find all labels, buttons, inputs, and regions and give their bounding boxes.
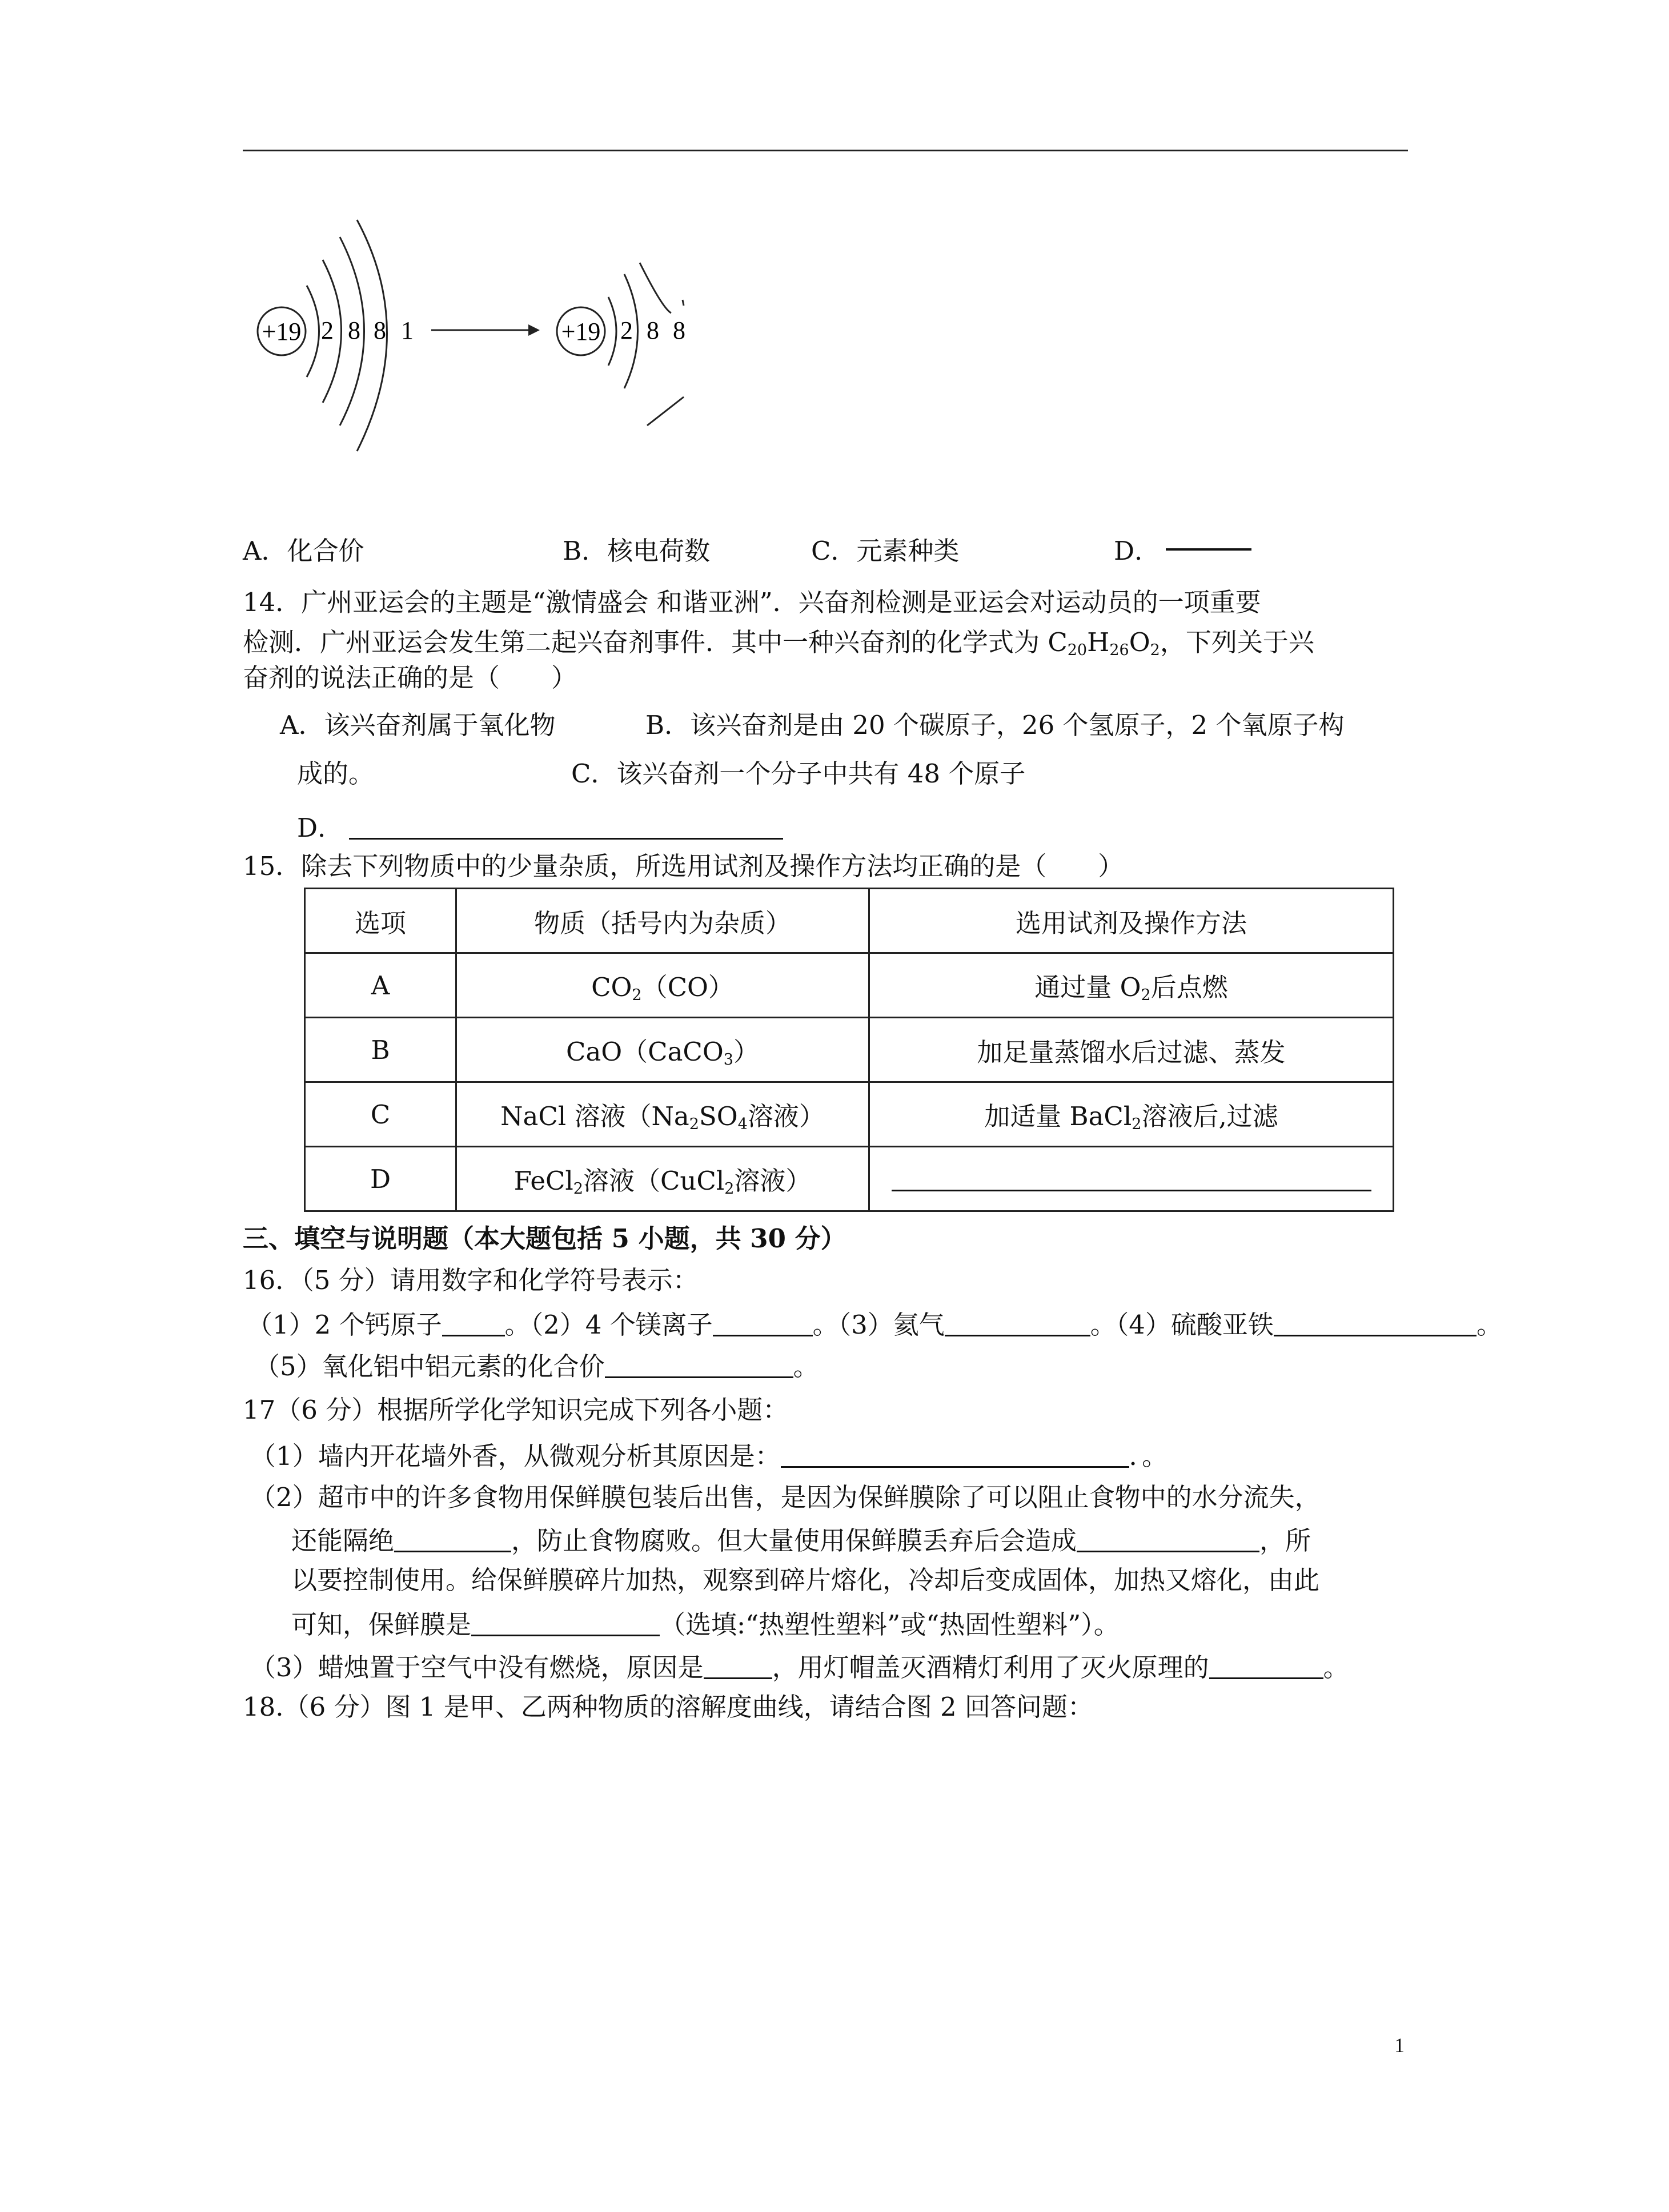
row-d-method-blank[interactable] [892, 1163, 1371, 1191]
table-row [305, 1147, 1394, 1211]
left-nucleus-charge: +19 [262, 318, 302, 346]
header-method: 选用试剂及操作方法 [869, 889, 1394, 953]
row-d-substance-sub: 2 [573, 1179, 583, 1198]
right-nucleus-charge: +19 [561, 318, 601, 346]
q17-blank-6[interactable] [1209, 1651, 1323, 1679]
row-a-method-text: 通过量 O [1034, 972, 1141, 1003]
q14-line-2-pre: 检测．广州亚运会发生第二起兴奋剂事件．其中一种兴奋剂的化学式为 [243, 627, 1048, 657]
row-b-substance-text: CaO（CaCO [566, 1037, 724, 1067]
row-d-substance-sub2: 2 [724, 1179, 735, 1198]
q17-stem: 17（6 分）根据所学化学知识完成下列各小题： [243, 1395, 789, 1425]
q16-part-4-end: 。 [1476, 1309, 1502, 1340]
q17-part-1: （1）墙内开花墙外香，从微观分析其原因是： [250, 1440, 781, 1471]
row-d-method [869, 1147, 1394, 1211]
q17-part-2d-line [291, 1608, 1120, 1640]
left-shell-electrons-1: 2 [321, 316, 334, 344]
header-substance: 物质（括号内为杂质） [456, 889, 869, 953]
q16-part-5: （5）氧化铝中铝元素的化合价 [254, 1351, 605, 1382]
formula-h: H [1087, 627, 1110, 657]
left-shell-electrons-3: 8 [374, 316, 386, 344]
page-number: 1 [1394, 2034, 1405, 2057]
q17-blank-2[interactable] [394, 1524, 511, 1552]
row-c-substance-text: NaCl 溶液（Na [500, 1101, 689, 1132]
q16-part-3: 。（3）氦气 [812, 1309, 945, 1340]
left-atom [258, 220, 414, 451]
q14-line-3: 奋剂的说法正确的是（ ） [243, 663, 577, 693]
right-shell-fragment-bottom [647, 397, 684, 425]
table-header-row [305, 889, 1394, 953]
atom-structure-diagram [243, 211, 711, 463]
row-d-substance-end: 溶液） [734, 1166, 812, 1197]
row-a-method [869, 953, 1394, 1018]
right-shell-fragment-top [683, 300, 684, 306]
q14-formula [1048, 627, 1160, 657]
row-d-substance-text: FeCl [513, 1166, 573, 1197]
q14-option-c: C．该兴奋剂一个分子中共有 48 个原子 [571, 758, 1026, 789]
table-row [305, 1018, 1394, 1082]
formula-c: C [1048, 627, 1068, 657]
q14-line-2 [243, 627, 1314, 660]
left-shell-electrons-4: 1 [401, 316, 414, 344]
table-row [305, 953, 1394, 1018]
q18-stem: 18.（6 分）图 1 是甲、乙两种物质的溶解度曲线，请结合图 2 回答问题： [243, 1692, 1093, 1722]
q17-blank-3[interactable] [1077, 1524, 1259, 1552]
q13-option-d-label: D． [1114, 536, 1161, 566]
right-shell-electrons-2: 8 [647, 316, 659, 344]
q16-part-4: 。（4）硫酸亚铁 [1090, 1309, 1274, 1340]
formula-h-sub: 26 [1109, 641, 1129, 659]
formula-c-sub: 20 [1067, 641, 1088, 659]
q17-blank-4[interactable] [471, 1608, 660, 1636]
section-3-title: 三、填空与说明题（本大题包括 5 小题，共 30 分） [243, 1223, 846, 1254]
right-shell-electrons-3: 8 [673, 316, 685, 344]
row-c-substance-sub2: 4 [737, 1115, 748, 1133]
q14-line-2-post: ，下列关于兴 [1160, 627, 1314, 657]
header-option: 选项 [305, 889, 456, 953]
row-a-substance-text: CO [591, 972, 632, 1003]
q17-blank-1[interactable] [781, 1439, 1129, 1468]
row-b-substance-end: ） [733, 1037, 759, 1067]
q13-option-a: A．化合价 [243, 536, 364, 566]
q16-blank-3[interactable] [945, 1308, 1090, 1336]
row-a-method-sub: 2 [1141, 986, 1151, 1004]
q14-line-1: 14．广州亚运会的主题是“激情盛会 和谐亚洲”．兴奋剂检测是亚运会对运动员的一项重要 [243, 587, 1261, 617]
q17-part-2a: （2）超市中的许多食物用保鲜膜包装后出售，是因为保鲜膜除了可以阻止食物中的水分流失， [250, 1482, 1321, 1512]
table-row [305, 1082, 1394, 1147]
q15-stem: 15．除去下列物质中的少量杂质，所选用试剂及操作方法均正确的是（ ） [243, 851, 1124, 881]
q16-stem: 16．（5 分）请用数字和化学符号表示： [243, 1265, 699, 1295]
q17-part-2b-mid: ，防止食物腐败。但大量使用保鲜膜丢弃后会造成 [511, 1525, 1077, 1556]
formula-o-sub: 2 [1150, 641, 1160, 659]
row-b-option: B [305, 1018, 456, 1082]
row-a-substance [456, 953, 869, 1018]
q13-option-d [1114, 536, 1251, 567]
left-shell-arc-1 [307, 286, 319, 377]
row-c-method-text: 加适量 BaCl [984, 1101, 1132, 1132]
row-c-method-end: 溶液后,过滤 [1141, 1101, 1278, 1132]
row-a-option: A [305, 953, 456, 1018]
q16-blank-1[interactable] [442, 1308, 505, 1336]
q13-option-d-mark [1166, 548, 1251, 551]
q13-option-c: C．元素种类 [811, 536, 960, 566]
q14-option-d-blank[interactable] [349, 811, 783, 840]
row-a-substance-sub: 2 [632, 986, 642, 1004]
row-c-method-sub: 2 [1132, 1115, 1142, 1133]
formula-o: O [1129, 627, 1150, 657]
q16-blank-5[interactable] [605, 1350, 793, 1378]
row-b-method: 加足量蒸馏水后过滤、蒸发 [869, 1018, 1394, 1082]
q17-part-3-line [250, 1651, 1349, 1683]
q14-option-b-1: B．该兴奋剂是由 20 个碳原子，26 个氢原子，2 个氧原子构 [645, 710, 1345, 740]
q14-option-b-2: 成的。 [297, 758, 375, 789]
q13-option-b: B．核电荷数 [563, 536, 711, 566]
q16-blank-2[interactable] [713, 1308, 813, 1336]
right-ion [557, 263, 685, 425]
q14-option-d-label: D． [297, 812, 344, 843]
right-shell-arc-1 [608, 297, 616, 366]
q17-part-3-end: 。 [1323, 1652, 1349, 1683]
q17-part-2b-pre: 还能隔绝 [291, 1525, 395, 1556]
left-shell-electrons-2: 8 [348, 316, 360, 344]
q17-part-3-mid: ，用灯帽盖灭酒精灯利用了灭火原理的 [772, 1652, 1209, 1683]
q16-part-5-end: 。 [793, 1351, 819, 1382]
q17-blank-5[interactable] [704, 1651, 772, 1679]
q17-part-2d-post: （选填:“热塑性塑料”或“热固性塑料”）。 [660, 1609, 1120, 1640]
reaction-arrow [431, 324, 540, 336]
q17-part-1-line [250, 1439, 1168, 1472]
q17-part-2b-post: ，所 [1259, 1525, 1311, 1556]
row-a-method-end: 后点燃 [1150, 972, 1228, 1003]
row-c-substance-end: 溶液） [747, 1101, 825, 1132]
q16-part-1: （1）2 个钙原子 [247, 1309, 442, 1340]
row-a-substance-impurity: （CO） [641, 972, 734, 1003]
row-b-substance-sub: 3 [723, 1050, 733, 1069]
q17-part-2b-line [291, 1524, 1311, 1556]
q16-parts-line [247, 1308, 1502, 1340]
header-rule [243, 150, 1408, 151]
q16-blank-4[interactable] [1274, 1308, 1477, 1336]
q17-part-2c: 以要控制使用。给保鲜膜碎片加热，观察到碎片熔化，冷却后变成固体，加热又熔化，由此 [291, 1565, 1320, 1595]
row-c-substance [456, 1082, 869, 1147]
row-d-option: D [305, 1147, 456, 1211]
row-b-substance [456, 1018, 869, 1082]
q16-part-5-line [254, 1350, 819, 1382]
row-d-substance [456, 1147, 869, 1211]
row-c-substance-mid: SO [699, 1101, 738, 1132]
q17-part-1-end: ．。 [1129, 1440, 1168, 1471]
q14-option-d [297, 811, 783, 844]
q14-option-a: A．该兴奋剂属于氧化物 [280, 710, 556, 740]
row-c-substance-sub: 2 [689, 1115, 699, 1133]
q17-part-3-pre: （3）蜡烛置于空气中没有燃烧，原因是 [250, 1652, 704, 1683]
q16-part-2: 。（2）4 个镁离子 [504, 1309, 713, 1340]
row-c-method [869, 1082, 1394, 1147]
right-shell-arc-3 [640, 263, 671, 313]
row-d-substance-mid: 溶液（CuCl [583, 1166, 725, 1197]
q17-part-2d-pre: 可知，保鲜膜是 [291, 1609, 472, 1640]
right-shell-electrons-1: 2 [620, 316, 633, 344]
row-c-option: C [305, 1082, 456, 1147]
q15-options-table [304, 888, 1394, 1212]
